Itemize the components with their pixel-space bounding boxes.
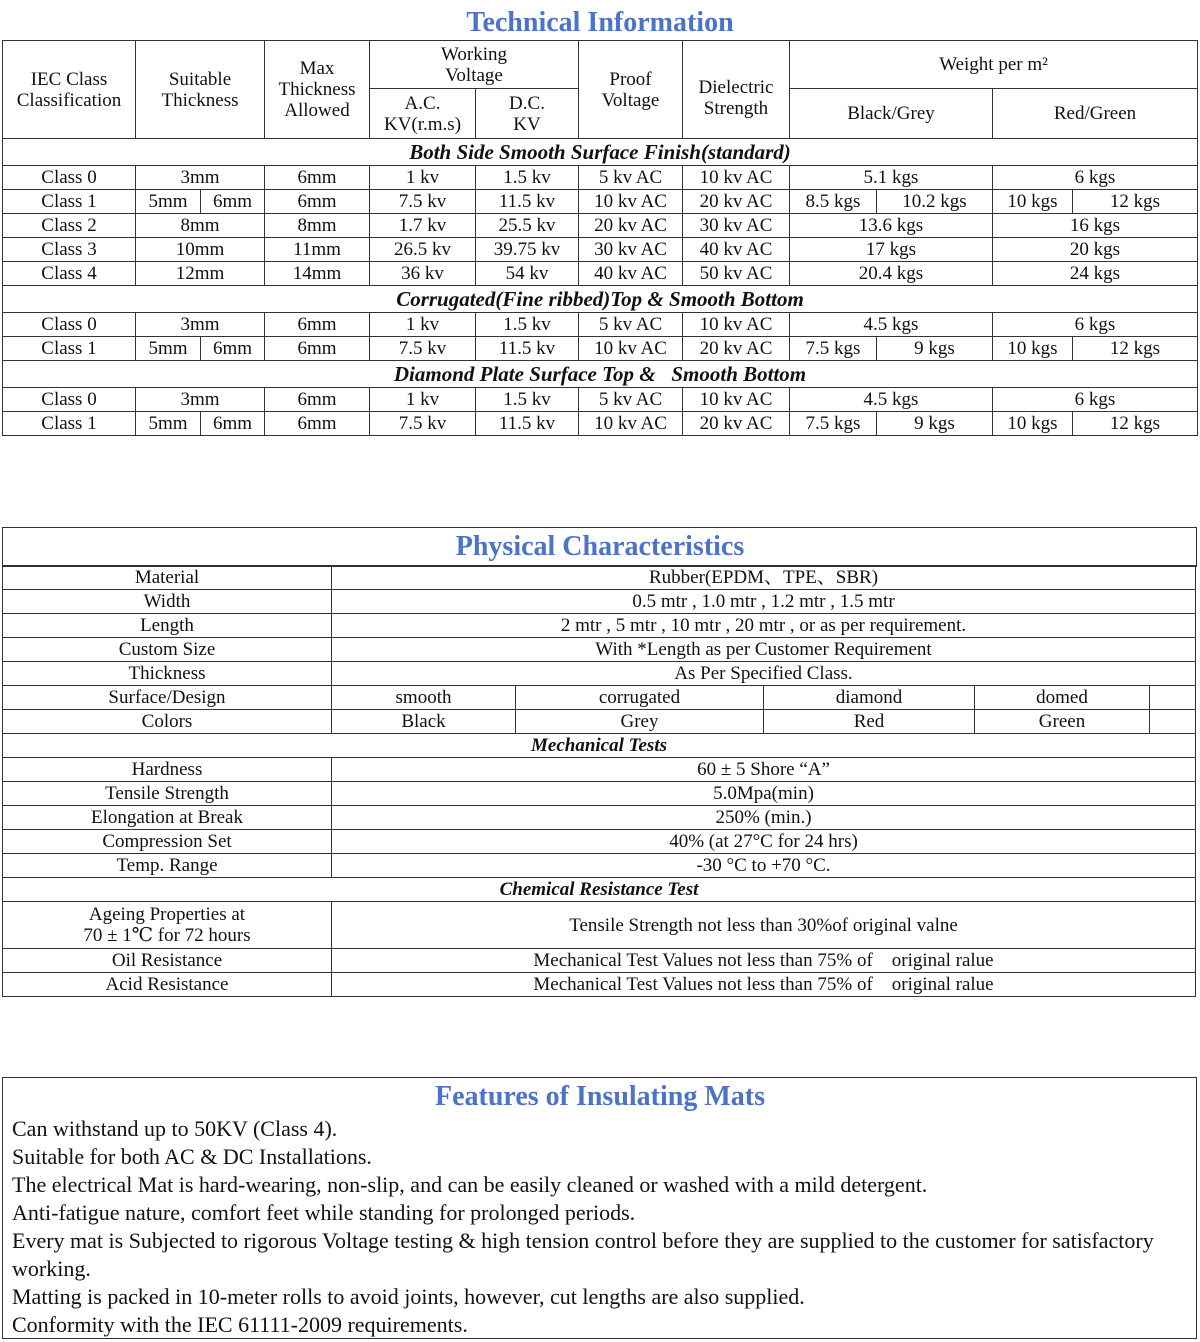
header-iec-class: IEC Class Classification — [3, 41, 136, 139]
chemical-resistance-heading: Chemical Resistance Test — [3, 878, 1196, 902]
iec-class-cell: Class 1 — [3, 190, 136, 214]
max-thickness-cell: 6mm — [265, 313, 370, 337]
thickness-cell: 12mm — [136, 262, 265, 286]
weight-red-green-cell: 6 kgs — [993, 388, 1198, 412]
proof-voltage-cell: 30 kv AC — [579, 238, 683, 262]
thickness-cell: 6mm — [201, 337, 265, 361]
feature-item: Conformity with the IEC 61111-2009 requirements. — [12, 1312, 468, 1337]
dielectric-strength-cell: 30 kv AC — [683, 214, 790, 238]
elongation-value: 250% (min.) — [332, 806, 1196, 830]
header-dielectric-strength: Dielectric Strength — [683, 41, 790, 139]
color-value: Green — [975, 710, 1150, 734]
max-thickness-cell: 6mm — [265, 388, 370, 412]
custom-size-value: With *Length as per Customer Requirement — [332, 638, 1196, 662]
header-red-green: Red/Green — [993, 89, 1198, 139]
proof-voltage-cell: 5 kv AC — [579, 388, 683, 412]
thickness-cell: 8mm — [136, 214, 265, 238]
iec-class-cell: Class 1 — [3, 337, 136, 361]
weight-black-grey-cell: 8.5 kgs — [790, 190, 877, 214]
ac-voltage-cell: 1 kv — [370, 313, 476, 337]
tensile-value: 5.0Mpa(min) — [332, 782, 1196, 806]
oil-resistance-value: Mechanical Test Values not less than 75% of original ralue — [332, 949, 1196, 973]
proof-voltage-cell: 20 kv AC — [579, 214, 683, 238]
weight-red-green-cell: 20 kgs — [993, 238, 1198, 262]
weight-black-grey-cell: 4.5 kgs — [790, 313, 993, 337]
iec-class-cell: Class 0 — [3, 313, 136, 337]
temp-range-value: -30 °C to +70 °C. — [332, 854, 1196, 878]
thickness-cell: 3mm — [136, 388, 265, 412]
weight-red-green-cell: 12 kgs — [1073, 412, 1198, 436]
hardness-value: 60 ± 5 Shore “A” — [332, 758, 1196, 782]
dc-voltage-cell: 39.75 kv — [476, 238, 579, 262]
table-row — [3, 214, 1198, 238]
proof-voltage-cell: 5 kv AC — [579, 313, 683, 337]
iec-class-cell: Class 0 — [3, 166, 136, 190]
weight-black-grey-cell: 17 kgs — [790, 238, 993, 262]
feature-item: Suitable for both AC & DC Installations. — [12, 1144, 372, 1169]
technical-information-table — [2, 40, 1198, 436]
thickness-cell: 5mm — [136, 412, 201, 436]
max-thickness-cell: 6mm — [265, 166, 370, 190]
weight-black-grey-cell: 20.4 kgs — [790, 262, 993, 286]
thickness-label: Thickness — [3, 662, 332, 686]
weight-red-green-cell: 24 kgs — [993, 262, 1198, 286]
max-thickness-cell: 6mm — [265, 412, 370, 436]
section-heading: Both Side Smooth Surface Finish(standard) — [3, 139, 1198, 166]
dielectric-strength-cell: 50 kv AC — [683, 262, 790, 286]
ac-voltage-cell: 7.5 kv — [370, 412, 476, 436]
surface-value: domed — [975, 686, 1150, 710]
custom-size-label: Custom Size — [3, 638, 332, 662]
dc-voltage-cell: 25.5 kv — [476, 214, 579, 238]
compression-value: 40% (at 27°C for 24 hrs) — [332, 830, 1196, 854]
header-dc: D.C. KV — [476, 89, 579, 139]
header-weight: Weight per m² — [790, 41, 1198, 89]
ageing-label-line-2: 70 ± 1℃ for 72 hours — [83, 925, 251, 946]
surface-label: Surface/Design — [3, 686, 332, 710]
acid-resistance-value: Mechanical Test Values not less than 75% of original ralue — [332, 973, 1196, 997]
ac-voltage-cell: 1.7 kv — [370, 214, 476, 238]
dc-voltage-cell: 54 kv — [476, 262, 579, 286]
section-heading: Diamond Plate Surface Top & Smooth Bottom — [3, 361, 1198, 388]
weight-red-green-cell: 10 kgs — [993, 412, 1073, 436]
thickness-value: As Per Specified Class. — [332, 662, 1196, 686]
hardness-label: Hardness — [3, 758, 332, 782]
weight-black-grey-cell: 7.5 kgs — [790, 337, 877, 361]
iec-class-cell: Class 1 — [3, 412, 136, 436]
iec-class-cell: Class 4 — [3, 262, 136, 286]
dielectric-strength-cell: 20 kv AC — [683, 190, 790, 214]
thickness-cell: 6mm — [201, 190, 265, 214]
max-thickness-cell: 6mm — [265, 190, 370, 214]
dc-voltage-cell: 11.5 kv — [476, 412, 579, 436]
thickness-cell: 3mm — [136, 166, 265, 190]
iec-class-cell: Class 0 — [3, 388, 136, 412]
tensile-label: Tensile Strength — [3, 782, 332, 806]
table-row — [3, 412, 1198, 436]
section-heading: Corrugated(Fine ribbed)Top & Smooth Bottom — [3, 286, 1198, 313]
dielectric-strength-cell: 20 kv AC — [683, 412, 790, 436]
empty-cell — [1150, 686, 1196, 710]
weight-red-green-cell: 6 kgs — [993, 166, 1198, 190]
weight-black-grey-cell: 7.5 kgs — [790, 412, 877, 436]
dc-voltage-cell: 11.5 kv — [476, 190, 579, 214]
features-title: Features of Insulating Mats — [434, 1081, 766, 1112]
weight-black-grey-cell: 4.5 kgs — [790, 388, 993, 412]
surface-value: diamond — [764, 686, 975, 710]
table-row — [3, 337, 1198, 361]
table-row — [3, 388, 1198, 412]
weight-black-grey-cell: 5.1 kgs — [790, 166, 993, 190]
ac-voltage-cell: 1 kv — [370, 388, 476, 412]
width-value: 0.5 mtr , 1.0 mtr , 1.2 mtr , 1.5 mtr — [332, 590, 1196, 614]
surface-value: smooth — [332, 686, 516, 710]
dielectric-strength-cell: 40 kv AC — [683, 238, 790, 262]
color-value: Grey — [516, 710, 764, 734]
ac-voltage-cell: 1 kv — [370, 166, 476, 190]
header-suitable-thickness: Suitable Thickness — [136, 41, 265, 139]
weight-red-green-cell: 10 kgs — [993, 190, 1073, 214]
elongation-label: Elongation at Break — [3, 806, 332, 830]
weight-red-green-cell: 12 kgs — [1073, 337, 1198, 361]
proof-voltage-cell: 5 kv AC — [579, 166, 683, 190]
table-row — [3, 262, 1198, 286]
dc-voltage-cell: 1.5 kv — [476, 313, 579, 337]
table-row — [3, 190, 1198, 214]
proof-voltage-cell: 10 kv AC — [579, 412, 683, 436]
proof-voltage-cell: 10 kv AC — [579, 337, 683, 361]
ac-voltage-cell: 7.5 kv — [370, 190, 476, 214]
header-ac: A.C. KV(r.m.s) — [370, 89, 476, 139]
acid-resistance-label: Acid Resistance — [3, 973, 332, 997]
temp-range-label: Temp. Range — [3, 854, 332, 878]
table-row — [3, 166, 1198, 190]
max-thickness-cell: 14mm — [265, 262, 370, 286]
color-value: Black — [332, 710, 516, 734]
weight-black-grey-cell: 9 kgs — [877, 337, 993, 361]
weight-red-green-cell: 12 kgs — [1073, 190, 1198, 214]
dc-voltage-cell: 1.5 kv — [476, 166, 579, 190]
dielectric-strength-cell: 10 kv AC — [683, 313, 790, 337]
weight-red-green-cell: 10 kgs — [993, 337, 1073, 361]
colors-label: Colors — [3, 710, 332, 734]
max-thickness-cell: 11mm — [265, 238, 370, 262]
oil-resistance-label: Oil Resistance — [3, 949, 332, 973]
dielectric-strength-cell: 10 kv AC — [683, 388, 790, 412]
width-label: Width — [3, 590, 332, 614]
header-working-voltage: Working Voltage — [370, 41, 579, 89]
physical-characteristics-table — [2, 565, 1196, 997]
material-value: Rubber(EPDM、TPE、SBR) — [332, 566, 1196, 590]
ageing-label-line-1: Ageing Properties at — [88, 904, 246, 925]
thickness-cell: 5mm — [136, 337, 201, 361]
surface-value: corrugated — [516, 686, 764, 710]
color-value: Red — [764, 710, 975, 734]
weight-red-green-cell: 6 kgs — [993, 313, 1198, 337]
thickness-cell: 10mm — [136, 238, 265, 262]
physical-characteristics-title: Physical Characteristics — [455, 531, 745, 562]
ageing-value: Tensile Strength not less than 30%of original valne — [332, 902, 1196, 949]
empty-cell — [1150, 710, 1196, 734]
header-black-grey: Black/Grey — [790, 89, 993, 139]
dielectric-strength-cell: 20 kv AC — [683, 337, 790, 361]
max-thickness-cell: 8mm — [265, 214, 370, 238]
weight-red-green-cell: 16 kgs — [993, 214, 1198, 238]
length-label: Length — [3, 614, 332, 638]
compression-label: Compression Set — [3, 830, 332, 854]
mechanical-tests-heading: Mechanical Tests — [3, 734, 1196, 758]
thickness-cell: 6mm — [201, 412, 265, 436]
proof-voltage-cell: 10 kv AC — [579, 190, 683, 214]
iec-class-cell: Class 2 — [3, 214, 136, 238]
technical-information-title: Technical Information — [466, 7, 734, 38]
thickness-cell: 5mm — [136, 190, 201, 214]
feature-item: Every mat is Subjected to rigorous Voltage testing & high tension control before they are supplied to the customer for satisfactory working. — [12, 1228, 1154, 1281]
weight-black-grey-cell: 10.2 kgs — [877, 190, 993, 214]
ac-voltage-cell: 7.5 kv — [370, 337, 476, 361]
material-label: Material — [3, 566, 332, 590]
feature-item: The electrical Mat is hard-wearing, non-slip, and can be easily cleaned or washed with a mild detergent. — [12, 1172, 928, 1197]
weight-black-grey-cell: 9 kgs — [877, 412, 993, 436]
iec-class-cell: Class 3 — [3, 238, 136, 262]
header-max-thickness: Max Thickness Allowed — [265, 41, 370, 139]
feature-item: Can withstand up to 50KV (Class 4). — [12, 1116, 338, 1141]
table-row — [3, 313, 1198, 337]
ac-voltage-cell: 36 kv — [370, 262, 476, 286]
header-proof-voltage: Proof Voltage — [579, 41, 683, 139]
feature-item: Matting is packed in 10-meter rolls to avoid joints, however, cut lengths are also supplied. — [12, 1284, 805, 1309]
max-thickness-cell: 6mm — [265, 337, 370, 361]
dc-voltage-cell: 1.5 kv — [476, 388, 579, 412]
dc-voltage-cell: 11.5 kv — [476, 337, 579, 361]
ageing-label — [3, 902, 332, 949]
table-row — [3, 238, 1198, 262]
proof-voltage-cell: 40 kv AC — [579, 262, 683, 286]
feature-item: Anti-fatigue nature, comfort feet while standing for prolonged periods. — [12, 1200, 636, 1225]
features-list — [12, 1115, 1182, 1339]
length-value: 2 mtr , 5 mtr , 10 mtr , 20 mtr , or as per requirement. — [332, 614, 1196, 638]
dielectric-strength-cell: 10 kv AC — [683, 166, 790, 190]
ac-voltage-cell: 26.5 kv — [370, 238, 476, 262]
thickness-cell: 3mm — [136, 313, 265, 337]
weight-black-grey-cell: 13.6 kgs — [790, 214, 993, 238]
